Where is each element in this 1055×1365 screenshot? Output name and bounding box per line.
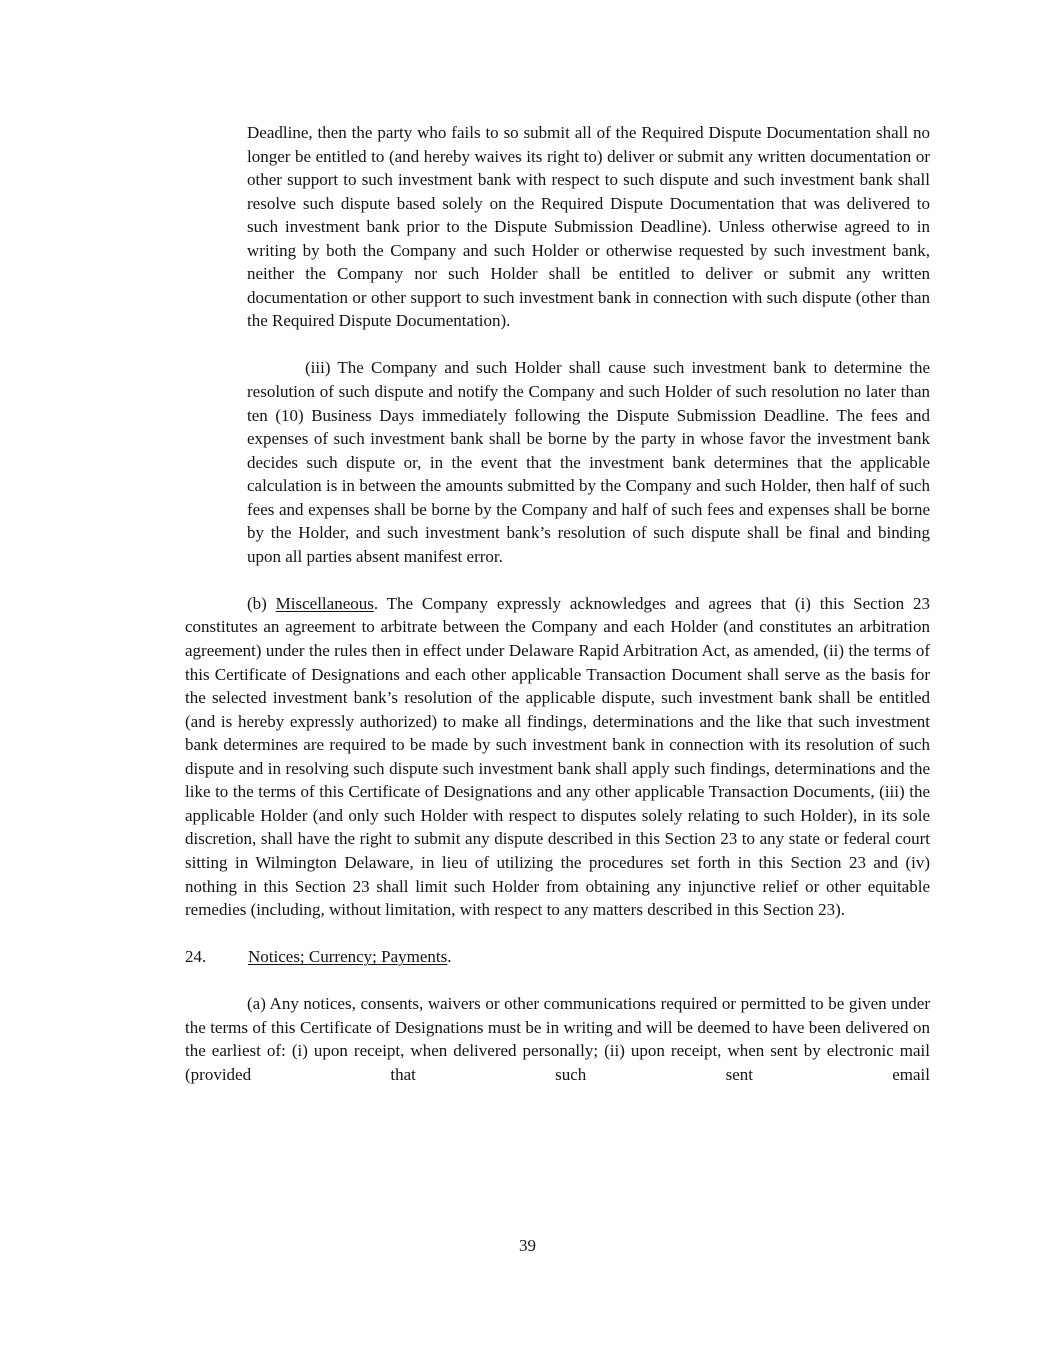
page-body [185,121,930,1086]
section-24-period: . [447,947,452,967]
section-24-heading [185,945,930,969]
section-24-title: Notices; Currency; Payments [248,947,448,967]
paragraph-b-miscellaneous [185,592,930,922]
paragraph-b-body: . The Company expressly acknowledges and agrees that (i) this Section 23 constitutes an agreement to arbitrate between the Company and each Holder (and constitutes an arbitration agreement) under the rules then in effect under Delaware Rapid Arbitration Act, as amended, (ii) the terms of this Certificate of Designations and each other applicable Transaction Document shall serve as the basis for the selected investment bank’s resolution of the applicable dispute, such investment bank shall be entitled (and is hereby expressly authorized) to make all findings, determinations and the like that such investment bank determines are required to be made by such investment bank in connection with its resolution of such dispute and in resolving such dispute such investment bank shall apply such findings, determinations and the like to the terms of this Certificate of Designations and any other applicable Transaction Documents, (iii) the applicable Holder (and only such Holder with respect to disputes solely relating to such Holder), in its sole discretion, shall have the right to submit any dispute described in this Section 23 to any state or federal court sitting in Wilmington Delaware, in lieu of utilizing the procedures set forth in this Section 23 and (iv) nothing in this Section 23 shall limit such Holder from obtaining any injunctive relief or other equitable remedies (including, without limitation, with respect to any matters described in this Section 23). [185,593,930,920]
paragraph-a-notices: (a) Any notices, consents, waivers or other communications required or permitted to be given under the terms of this Certificate of Designations must be in writing and will be deemed to have been delivered on the earliest of: (i) upon receipt, when delivered personally; (ii) upon receipt, when sent by electronic mail (provided that such sent email [185,994,930,1084]
page-number: 39 [519,1236,536,1255]
paragraph-iii-investment-bank: (iii) The Company and such Holder shall cause such investment bank to determine the resolution of such dispute and notify the Company and such Holder of such resolution no later than ten (10) Business Days immediately following the Dispute Submission Deadline. The fees and expenses of such investment bank shall be borne by the party in whose favor the investment bank decides such dispute or, in the event that the investment bank determines that the applicable calculation is in between the amounts submitted by the Company and such Holder, then half of such fees and expenses shall be borne by the Company and half of such fees and expenses shall be borne by the Holder, and such investment bank’s resolution of such dispute shall be final and binding upon all parties absent manifest error. [247,358,930,566]
paragraph-deadline-continuation: Deadline, then the party who fails to so submit all of the Required Dispute Documentation shall no longer be entitled to (and hereby waives its right to) deliver or submit any written documentation or other support to such investment bank with respect to such dispute and such investment bank shall resolve such dispute based solely on the Required Dispute Documentation that was delivered to such investment bank prior to the Dispute Submission Deadline). Unless otherwise agreed to in writing by both the Company and such Holder or otherwise requested by such investment bank, neither the Company nor such Holder shall be entitled to deliver or submit any written documentation or other support to such investment bank in connection with such dispute (other than the Required Dispute Documentation). [247,123,930,331]
section-24-number: 24. [185,947,207,967]
paragraph-b-heading-miscellaneous: Miscellaneous [275,593,374,613]
paragraph-b-prefix: (b) [247,593,276,613]
